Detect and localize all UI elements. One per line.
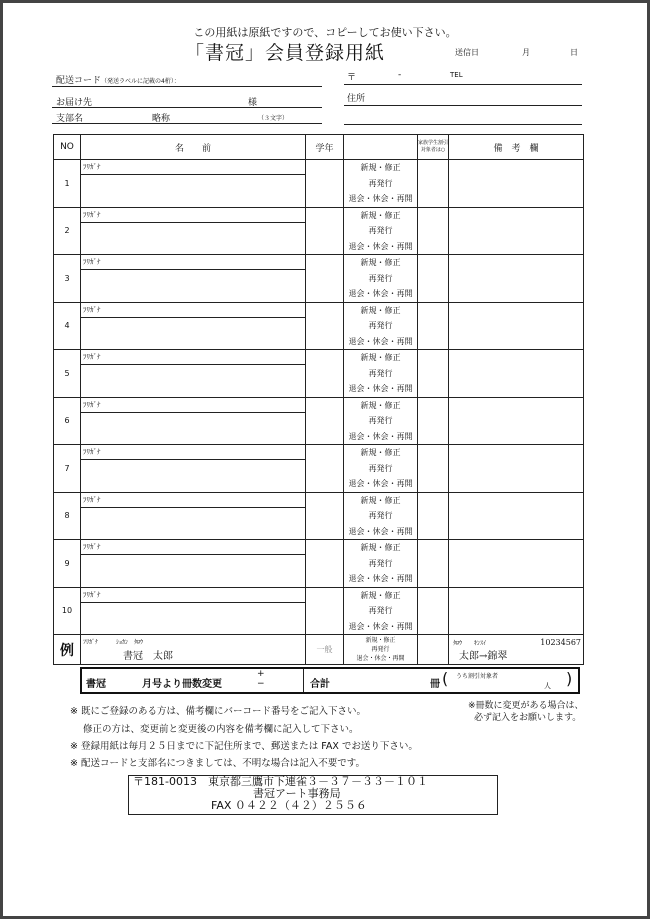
address-line2: 書冠アート事務局 [253, 787, 341, 800]
branch-field[interactable] [52, 123, 322, 124]
remarks-field[interactable] [449, 302, 584, 350]
sent-date-label: 送信日 [455, 48, 479, 57]
status-reissue[interactable]: 再発行 [368, 511, 393, 520]
furigana-label: ﾌﾘｶﾞﾅ [81, 398, 305, 413]
furigana-label: ﾌﾘｶﾞﾅ [81, 255, 305, 270]
furigana-label: ﾌﾘｶﾞﾅ [81, 160, 305, 175]
row-number: 5 [54, 350, 81, 398]
summary-divider [303, 669, 304, 692]
grade-field[interactable] [306, 207, 344, 255]
header-discount: 家族学生割引対象者は○ [418, 135, 449, 160]
example-status-reissue: 再発行 [371, 646, 390, 653]
status-leave[interactable]: 退会・休会・再開 [348, 384, 413, 393]
name-field[interactable] [81, 460, 305, 491]
status-cell[interactable] [344, 492, 418, 540]
summary-total: 合計 [310, 679, 330, 690]
name-field[interactable] [81, 270, 305, 301]
example-remarks-num: 10234567 [540, 637, 581, 647]
name-cell[interactable] [81, 397, 306, 445]
delivery-code-label [56, 73, 180, 86]
postal-tel-field[interactable] [344, 84, 582, 85]
header-no: NO [54, 135, 81, 160]
summary-change: 月号より冊数変更 [142, 679, 222, 690]
row-number: 4 [54, 302, 81, 350]
table-row [54, 540, 584, 588]
example-remarks-furi [449, 638, 583, 647]
note-1: ※ 既にご登録のある方は、備考欄にバーコード番号をご記入下さい。 [70, 706, 366, 717]
furigana-label: ﾌﾘｶﾞﾅ [81, 588, 305, 603]
example-status-leave: 退会・休会・再開 [356, 655, 405, 662]
abbr-note: （３文字） [258, 115, 289, 122]
furigana-label: ﾌﾘｶﾞﾅ [81, 350, 305, 365]
status-cell[interactable] [344, 302, 418, 350]
addressee-label: お届け先 [56, 98, 93, 108]
furigana-label: ﾌﾘｶﾞﾅ [81, 303, 305, 318]
remarks-field[interactable] [449, 160, 584, 208]
status-new[interactable]: 新規・修正 [360, 258, 401, 267]
furigana-label: ﾌﾘｶﾞﾅ [81, 208, 305, 223]
example-remarks-text: 太郎→錦翠 [459, 650, 508, 662]
table-header-row [54, 135, 584, 160]
table-row [54, 207, 584, 255]
status-reissue[interactable]: 再発行 [368, 558, 393, 568]
row-number: 2 [54, 207, 81, 255]
status-cell[interactable] [344, 540, 418, 588]
summary-note2: 必ず記入をお願いします。 [474, 713, 582, 723]
status-cell[interactable] [344, 207, 418, 255]
note-3: ※ 登録用紙は毎月２５日までに下記住所まで、郵送または FAX でお送り下さい。 [70, 741, 418, 752]
furigana-label: ﾌﾘｶﾞﾅ [81, 540, 305, 555]
status-cell[interactable] [344, 255, 418, 303]
example-discount [418, 635, 449, 665]
status-reissue[interactable]: 再発行 [368, 226, 393, 235]
furigana-label: ﾌﾘｶﾞﾅ [81, 493, 305, 508]
name-field[interactable] [81, 223, 305, 254]
row-number: 3 [54, 255, 81, 303]
remarks-field[interactable] [449, 397, 584, 445]
table-row [54, 302, 584, 350]
address-line3: FAX ０４２２（４２）２５５６ [211, 799, 367, 812]
status-cell[interactable] [344, 445, 418, 493]
status-new[interactable]: 新規・修正 [360, 448, 401, 457]
name-cell[interactable] [81, 540, 306, 588]
summary-shokan: 書冠 [86, 679, 106, 690]
delivery-code-text: 配送コード [56, 76, 102, 86]
name-field[interactable] [81, 413, 305, 444]
table-row [54, 445, 584, 493]
remarks-field[interactable] [449, 587, 584, 635]
row-number: 6 [54, 397, 81, 445]
discount-field[interactable] [418, 302, 449, 350]
example-status [344, 635, 418, 665]
example-status-new: 新規・修正 [365, 637, 396, 644]
addressee-field[interactable] [52, 107, 322, 108]
status-reissue[interactable]: 再発行 [368, 463, 393, 473]
day-label: 日 [570, 48, 578, 57]
remarks-field[interactable] [449, 492, 584, 540]
name-cell[interactable] [81, 207, 306, 255]
name-field[interactable] [81, 555, 305, 586]
paren-close: ) [566, 669, 573, 688]
name-field[interactable] [81, 318, 305, 349]
header-name: 名 前 [81, 135, 306, 160]
discount-field[interactable] [418, 445, 449, 493]
discount-field[interactable] [418, 350, 449, 398]
status-leave[interactable]: 退会・休会・再開 [348, 621, 413, 631]
table-row [54, 160, 584, 208]
header-status [344, 135, 418, 160]
status-new[interactable]: 新規・修正 [360, 495, 401, 505]
summary-box [80, 667, 580, 694]
note-4: ※ 配送コードと支部名につきましては、不明な場合は記入不要です。 [70, 758, 366, 769]
remarks-field[interactable] [449, 207, 584, 255]
example-label: 例 [54, 635, 81, 665]
paren-open: ( [442, 669, 449, 688]
name-field[interactable] [81, 365, 305, 396]
example-remarks-furi-text: ﾀﾛｳ ｷﾝｽｲ [453, 639, 487, 647]
table-row [54, 350, 584, 398]
table-row [54, 397, 584, 445]
summary-discount-people: うち割引対象者 [456, 673, 499, 680]
status-leave[interactable]: 退会・休会・再開 [348, 431, 413, 441]
remarks-field[interactable] [449, 255, 584, 303]
status-cell[interactable] [344, 587, 418, 635]
status-leave[interactable]: 退会・休会・再開 [348, 289, 413, 298]
summary-plusminus: + − [257, 669, 265, 689]
summary-note1: ※冊数に変更がある場合は、 [468, 701, 584, 711]
top-note: この用紙は原紙ですので、コピーしてお使い下さい。 [193, 26, 457, 39]
status-new[interactable]: 新規・修正 [360, 400, 401, 410]
status-reissue[interactable]: 再発行 [368, 416, 393, 425]
name-cell[interactable] [81, 160, 306, 208]
discount-field[interactable] [418, 540, 449, 588]
example-furigana: ﾌﾘｶﾞﾅ ｼｮｶﾝ ﾀﾛｳ [83, 639, 144, 646]
remarks-field[interactable] [449, 350, 584, 398]
name-cell[interactable] [81, 587, 306, 635]
row-number: 1 [54, 160, 81, 208]
branch-label: 支部名 [56, 114, 84, 124]
grade-field[interactable] [306, 350, 344, 398]
table-row [54, 255, 584, 303]
member-table [53, 134, 584, 665]
grade-field[interactable] [306, 540, 344, 588]
status-reissue[interactable]: 再発行 [368, 178, 393, 188]
row-number: 8 [54, 492, 81, 540]
name-field[interactable] [81, 603, 305, 634]
postal-dash: - [398, 70, 402, 80]
address-label: 住所 [347, 94, 366, 104]
row-number: 10 [54, 587, 81, 635]
discount-field[interactable] [418, 160, 449, 208]
grade-field[interactable] [306, 445, 344, 493]
status-new[interactable]: 新規・修正 [360, 353, 401, 362]
status-reissue[interactable]: 再発行 [368, 606, 393, 615]
status-reissue[interactable]: 再発行 [368, 321, 393, 330]
address-field-2[interactable] [344, 124, 582, 125]
table-row [54, 587, 584, 635]
status-new[interactable]: 新規・修正 [360, 163, 401, 172]
status-cell[interactable] [344, 350, 418, 398]
address-field[interactable] [344, 105, 582, 106]
status-leave[interactable]: 退会・休会・再開 [348, 526, 413, 536]
tel-label: TEL [450, 71, 463, 79]
name-cell[interactable] [81, 302, 306, 350]
month-label: 月 [522, 48, 530, 57]
row-number: 7 [54, 445, 81, 493]
status-reissue[interactable]: 再発行 [368, 273, 393, 283]
summary-satsu: 冊 [430, 679, 440, 690]
grade-field[interactable] [306, 587, 344, 635]
grade-field[interactable] [306, 255, 344, 303]
discount-field[interactable] [418, 492, 449, 540]
status-leave[interactable]: 退会・休会・再開 [348, 194, 413, 203]
status-leave[interactable]: 退会・休会・再開 [348, 336, 413, 346]
delivery-code-note: （発送ラベルに記載の4桁）： [101, 78, 180, 85]
delivery-code-field[interactable] [52, 86, 322, 87]
example-name-cell [81, 635, 306, 665]
status-new[interactable]: 新規・修正 [360, 543, 401, 552]
status-new[interactable]: 新規・修正 [360, 210, 401, 220]
name-cell[interactable] [81, 255, 306, 303]
name-cell[interactable] [81, 350, 306, 398]
status-reissue[interactable]: 再発行 [368, 368, 393, 378]
status-cell[interactable] [344, 160, 418, 208]
discount-field[interactable] [418, 397, 449, 445]
table-row [54, 492, 584, 540]
status-leave[interactable]: 退会・休会・再開 [348, 479, 413, 488]
row-number: 9 [54, 540, 81, 588]
grade-field[interactable] [306, 302, 344, 350]
name-field[interactable] [81, 175, 305, 206]
address-box [128, 775, 498, 815]
page-title: 「書冠」会員登録用紙 [185, 42, 386, 64]
note-2: 修正の方は、変更前と変更後の内容を備考欄に記入して下さい。 [83, 724, 359, 735]
example-row [54, 635, 584, 665]
name-cell[interactable] [81, 445, 306, 493]
abbr-label: 略称 [152, 114, 171, 124]
grade-field[interactable] [306, 160, 344, 208]
sama-label: 様 [248, 98, 258, 108]
status-cell[interactable] [344, 397, 418, 445]
furigana-label: ﾌﾘｶﾞﾅ [81, 445, 305, 460]
name-field[interactable] [81, 508, 305, 539]
example-grade: 一般 [306, 635, 344, 665]
example-name: 書冠 太郎 [123, 651, 173, 662]
remarks-field[interactable] [449, 540, 584, 588]
postal-mark: 〒 [347, 73, 357, 83]
header-remarks: 備 考 欄 [449, 135, 584, 160]
status-new[interactable]: 新規・修正 [360, 590, 401, 600]
discount-field[interactable] [418, 587, 449, 635]
header-grade: 学年 [306, 135, 344, 160]
grade-field[interactable] [306, 492, 344, 540]
example-remarks [449, 635, 584, 665]
status-new[interactable]: 新規・修正 [360, 305, 401, 315]
summary-people-unit: 人 [544, 682, 551, 690]
name-cell[interactable] [81, 492, 306, 540]
status-leave[interactable]: 退会・休会・再開 [348, 241, 413, 251]
remarks-field[interactable] [449, 445, 584, 493]
address-line1: 〒181-0013 東京都三鷹市下連雀３－３７－３３－１０１ [133, 775, 428, 788]
grade-field[interactable] [306, 397, 344, 445]
discount-field[interactable] [418, 255, 449, 303]
discount-field[interactable] [418, 207, 449, 255]
status-leave[interactable]: 退会・休会・再開 [348, 574, 413, 583]
